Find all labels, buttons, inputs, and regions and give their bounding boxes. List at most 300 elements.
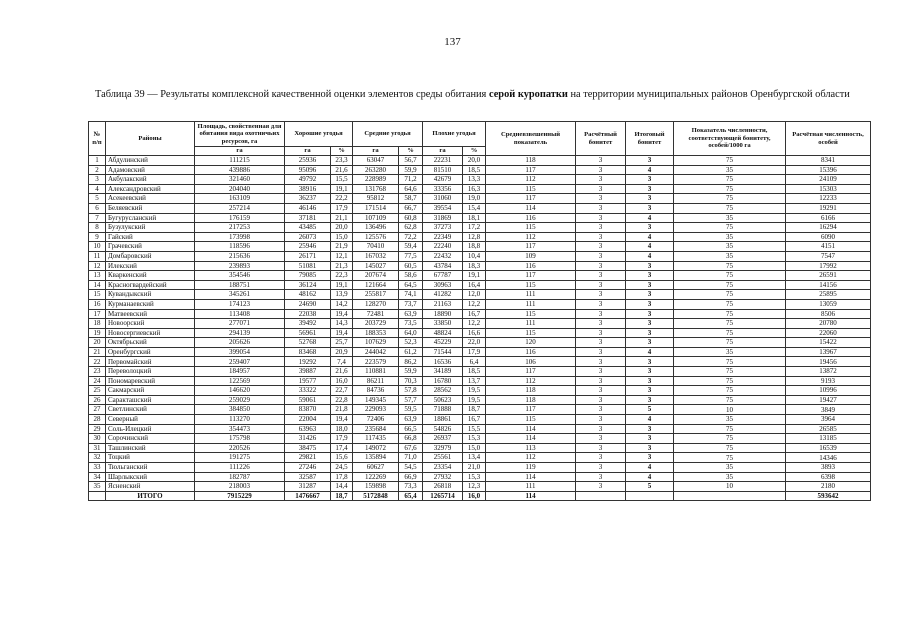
density-per-1000: 75 xyxy=(674,280,786,290)
final-bonitet: 3 xyxy=(626,290,674,300)
calc-count: 3849 xyxy=(786,405,871,415)
area-ha: 384850 xyxy=(195,405,285,415)
good-ha: 63963 xyxy=(285,424,331,434)
final-bonitet: 3 xyxy=(626,395,674,405)
bad-ha: 23354 xyxy=(423,463,463,473)
bad-ha: 32979 xyxy=(423,443,463,453)
calc-bonitet: 3 xyxy=(576,280,626,290)
calc-bonitet: 3 xyxy=(576,472,626,482)
total-number xyxy=(89,491,106,501)
good-ha: 56961 xyxy=(285,328,331,338)
final-bonitet: 4 xyxy=(626,213,674,223)
bad-pct: 6,4 xyxy=(463,357,486,367)
good-ha: 24690 xyxy=(285,299,331,309)
unit-bad-ha: га xyxy=(423,147,463,156)
final-bonitet: 3 xyxy=(626,424,674,434)
district-name: Грачевский xyxy=(106,242,195,252)
area-ha: 118596 xyxy=(195,242,285,252)
density-per-1000: 75 xyxy=(674,357,786,367)
weighted-index: 114 xyxy=(486,434,576,444)
density-per-1000: 75 xyxy=(674,386,786,396)
density-per-1000: 75 xyxy=(674,309,786,319)
final-bonitet: 3 xyxy=(626,299,674,309)
medium-ha: 110881 xyxy=(353,367,399,377)
total-bad-ha: 1265714 xyxy=(423,491,463,501)
total-good-ha: 1476667 xyxy=(285,491,331,501)
calc-bonitet: 3 xyxy=(576,463,626,473)
weighted-index: 115 xyxy=(486,280,576,290)
calc-bonitet: 3 xyxy=(576,194,626,204)
bad-pct: 16,7 xyxy=(463,309,486,319)
medium-ha: 125576 xyxy=(353,232,399,242)
weighted-index: 117 xyxy=(486,194,576,204)
medium-pct: 66,9 xyxy=(399,472,423,482)
density-per-1000: 75 xyxy=(674,299,786,309)
density-per-1000: 75 xyxy=(674,271,786,281)
table-row xyxy=(89,299,871,309)
district-name: Шарлыкский xyxy=(106,472,195,482)
table-row xyxy=(89,482,871,492)
table-row xyxy=(89,184,871,194)
bad-pct: 12,8 xyxy=(463,232,486,242)
row-number: 6 xyxy=(89,203,106,213)
medium-pct: 56,7 xyxy=(399,156,423,166)
good-pct: 24,5 xyxy=(331,463,353,473)
district-name: Бузулукский xyxy=(106,223,195,233)
calc-bonitet: 3 xyxy=(576,357,626,367)
good-pct: 19,4 xyxy=(331,415,353,425)
good-pct: 19,1 xyxy=(331,280,353,290)
row-number: 16 xyxy=(89,299,106,309)
density-per-1000: 75 xyxy=(674,453,786,463)
final-bonitet: 3 xyxy=(626,376,674,386)
district-name: Сорочинский xyxy=(106,434,195,444)
unit-good-ha: га xyxy=(285,147,331,156)
medium-ha: 95812 xyxy=(353,194,399,204)
table-row xyxy=(89,367,871,377)
medium-pct: 64,6 xyxy=(399,184,423,194)
district-name: Новосергиевский xyxy=(106,328,195,338)
district-name: Абдулинский xyxy=(106,156,195,166)
medium-ha: 171514 xyxy=(353,203,399,213)
row-number: 23 xyxy=(89,367,106,377)
calc-count: 25895 xyxy=(786,290,871,300)
good-pct: 21,1 xyxy=(331,213,353,223)
row-number: 31 xyxy=(89,443,106,453)
calc-count: 8506 xyxy=(786,309,871,319)
medium-ha: 107109 xyxy=(353,213,399,223)
good-pct: 17,9 xyxy=(331,434,353,444)
bad-ha: 43784 xyxy=(423,261,463,271)
row-number: 13 xyxy=(89,271,106,281)
medium-ha: 135894 xyxy=(353,453,399,463)
good-ha: 31287 xyxy=(285,482,331,492)
bad-ha: 27932 xyxy=(423,472,463,482)
row-number: 7 xyxy=(89,213,106,223)
weighted-index: 116 xyxy=(486,261,576,271)
area-ha: 218003 xyxy=(195,482,285,492)
good-ha: 83870 xyxy=(285,405,331,415)
table-row xyxy=(89,156,871,166)
density-per-1000: 75 xyxy=(674,223,786,233)
good-pct: 16,0 xyxy=(331,376,353,386)
table-row xyxy=(89,203,871,213)
row-number: 14 xyxy=(89,280,106,290)
weighted-index: 117 xyxy=(486,405,576,415)
medium-ha: 128270 xyxy=(353,299,399,309)
table-row xyxy=(89,165,871,175)
medium-pct: 66,8 xyxy=(399,434,423,444)
total-medium-ha: 5172848 xyxy=(353,491,399,501)
header-area: Площадь, свойственная для обитания вида охотничьих ресурсов, га xyxy=(195,122,285,147)
row-number: 18 xyxy=(89,319,106,329)
good-pct: 21,9 xyxy=(331,242,353,252)
header-medium: Средние угодья xyxy=(353,122,423,147)
unit-bad-pct: % xyxy=(463,147,486,156)
good-pct: 14,4 xyxy=(331,482,353,492)
total-calc-count: 593642 xyxy=(786,491,871,501)
area-ha: 111215 xyxy=(195,156,285,166)
bad-pct: 12,2 xyxy=(463,299,486,309)
density-per-1000: 35 xyxy=(674,213,786,223)
bad-pct: 18,5 xyxy=(463,165,486,175)
calc-count: 3893 xyxy=(786,463,871,473)
row-number: 27 xyxy=(89,405,106,415)
calc-count: 22060 xyxy=(786,328,871,338)
caption-suffix: на территории муниципальных районов Оренбургской области xyxy=(567,89,850,100)
medium-ha: 159898 xyxy=(353,482,399,492)
area-ha: 176159 xyxy=(195,213,285,223)
good-pct: 22,3 xyxy=(331,271,353,281)
final-bonitet: 5 xyxy=(626,405,674,415)
bad-pct: 18,3 xyxy=(463,261,486,271)
weighted-index: 115 xyxy=(486,223,576,233)
bad-ha: 28562 xyxy=(423,386,463,396)
medium-ha: 188353 xyxy=(353,328,399,338)
calc-bonitet: 3 xyxy=(576,184,626,194)
district-name: Ташлинский xyxy=(106,443,195,453)
bad-pct: 18,5 xyxy=(463,367,486,377)
final-bonitet: 4 xyxy=(626,347,674,357)
row-number: 12 xyxy=(89,261,106,271)
area-ha: 146620 xyxy=(195,386,285,396)
calc-count: 15303 xyxy=(786,184,871,194)
bad-pct: 10,4 xyxy=(463,251,486,261)
good-pct: 22,8 xyxy=(331,395,353,405)
density-per-1000: 35 xyxy=(674,415,786,425)
calc-bonitet: 3 xyxy=(576,482,626,492)
bad-pct: 12,2 xyxy=(463,319,486,329)
table-row xyxy=(89,319,871,329)
bad-ha: 45229 xyxy=(423,338,463,348)
district-name: Александровский xyxy=(106,184,195,194)
district-name: Матвеевский xyxy=(106,309,195,319)
calc-bonitet: 3 xyxy=(576,290,626,300)
calc-count: 7547 xyxy=(786,251,871,261)
medium-ha: 131768 xyxy=(353,184,399,194)
row-number: 15 xyxy=(89,290,106,300)
calc-count: 13872 xyxy=(786,367,871,377)
bad-pct: 17,9 xyxy=(463,347,486,357)
final-bonitet: 3 xyxy=(626,184,674,194)
final-bonitet: 3 xyxy=(626,357,674,367)
calc-bonitet: 3 xyxy=(576,165,626,175)
district-name: Красногвардейский xyxy=(106,280,195,290)
weighted-index: 112 xyxy=(486,232,576,242)
density-per-1000: 35 xyxy=(674,347,786,357)
medium-pct: 61,2 xyxy=(399,347,423,357)
calc-count: 13059 xyxy=(786,299,871,309)
final-bonitet: 3 xyxy=(626,434,674,444)
good-ha: 22004 xyxy=(285,415,331,425)
header-density: Показатель численности, соответствующей бонитету, особей/1000 га xyxy=(674,122,786,156)
district-name: Беляевский xyxy=(106,203,195,213)
good-pct: 12,1 xyxy=(331,251,353,261)
weighted-index: 112 xyxy=(486,175,576,185)
row-number: 9 xyxy=(89,232,106,242)
bad-ha: 25561 xyxy=(423,453,463,463)
good-ha: 26171 xyxy=(285,251,331,261)
district-name: Тоцкий xyxy=(106,453,195,463)
medium-ha: 72481 xyxy=(353,309,399,319)
good-ha: 32587 xyxy=(285,472,331,482)
good-pct: 19,4 xyxy=(331,309,353,319)
unit-good-pct: % xyxy=(331,147,353,156)
final-bonitet: 4 xyxy=(626,251,674,261)
calc-bonitet: 3 xyxy=(576,405,626,415)
total-bad-pct: 16,0 xyxy=(463,491,486,501)
weighted-index: 113 xyxy=(486,443,576,453)
density-per-1000: 75 xyxy=(674,424,786,434)
area-ha: 257214 xyxy=(195,203,285,213)
district-name: Ясненский xyxy=(106,482,195,492)
bad-pct: 19,0 xyxy=(463,194,486,204)
good-ha: 52768 xyxy=(285,338,331,348)
weighted-index: 112 xyxy=(486,453,576,463)
header-good: Хорошие угодья xyxy=(285,122,353,147)
good-pct: 15,5 xyxy=(331,175,353,185)
medium-ha: 223579 xyxy=(353,357,399,367)
table-row xyxy=(89,271,871,281)
area-ha: 184957 xyxy=(195,367,285,377)
table-row xyxy=(89,242,871,252)
weighted-index: 118 xyxy=(486,395,576,405)
weighted-index: 117 xyxy=(486,242,576,252)
bad-ha: 22231 xyxy=(423,156,463,166)
calc-count: 9193 xyxy=(786,376,871,386)
district-name: Сакмарский xyxy=(106,386,195,396)
weighted-index: 111 xyxy=(486,482,576,492)
caption-species: серой куропатки xyxy=(488,89,568,100)
good-ha: 36124 xyxy=(285,280,331,290)
density-per-1000: 75 xyxy=(674,194,786,204)
weighted-index: 111 xyxy=(486,319,576,329)
good-pct: 14,3 xyxy=(331,319,353,329)
calc-count: 2180 xyxy=(786,482,871,492)
medium-pct: 72,2 xyxy=(399,232,423,242)
district-name: Акбулакский xyxy=(106,175,195,185)
row-number: 22 xyxy=(89,357,106,367)
weighted-index: 117 xyxy=(486,367,576,377)
calc-count: 20780 xyxy=(786,319,871,329)
medium-pct: 64,0 xyxy=(399,328,423,338)
medium-pct: 62,8 xyxy=(399,223,423,233)
row-number: 32 xyxy=(89,453,106,463)
medium-pct: 64,5 xyxy=(399,280,423,290)
bad-ha: 31060 xyxy=(423,194,463,204)
row-number: 8 xyxy=(89,223,106,233)
medium-pct: 59,9 xyxy=(399,367,423,377)
final-bonitet: 4 xyxy=(626,472,674,482)
medium-pct: 52,3 xyxy=(399,338,423,348)
final-bonitet: 3 xyxy=(626,203,674,213)
area-ha: 205626 xyxy=(195,338,285,348)
bad-ha: 39554 xyxy=(423,203,463,213)
bad-ha: 33850 xyxy=(423,319,463,329)
row-number: 35 xyxy=(89,482,106,492)
calc-bonitet: 3 xyxy=(576,443,626,453)
area-ha: 354473 xyxy=(195,424,285,434)
district-name: Адамовский xyxy=(106,165,195,175)
final-bonitet: 3 xyxy=(626,156,674,166)
area-ha: 113408 xyxy=(195,309,285,319)
calc-bonitet: 3 xyxy=(576,395,626,405)
medium-ha: 244042 xyxy=(353,347,399,357)
calc-bonitet: 3 xyxy=(576,251,626,261)
medium-ha: 263280 xyxy=(353,165,399,175)
medium-ha: 235684 xyxy=(353,424,399,434)
density-per-1000: 35 xyxy=(674,251,786,261)
calc-bonitet: 3 xyxy=(576,271,626,281)
table-row xyxy=(89,472,871,482)
table-caption xyxy=(95,89,865,101)
header-weighted: Средневзвешенный показатель xyxy=(486,122,576,156)
table-row xyxy=(89,328,871,338)
medium-ha: 121664 xyxy=(353,280,399,290)
medium-ha: 63047 xyxy=(353,156,399,166)
final-bonitet: 3 xyxy=(626,443,674,453)
bad-ha: 33356 xyxy=(423,184,463,194)
calc-bonitet: 3 xyxy=(576,232,626,242)
table-row xyxy=(89,453,871,463)
density-per-1000: 75 xyxy=(674,443,786,453)
area-ha: 111226 xyxy=(195,463,285,473)
weighted-index: 114 xyxy=(486,424,576,434)
weighted-index: 119 xyxy=(486,463,576,473)
good-ha: 83468 xyxy=(285,347,331,357)
bad-ha: 16780 xyxy=(423,376,463,386)
district-name: Гайский xyxy=(106,232,195,242)
bad-pct: 13,7 xyxy=(463,376,486,386)
row-number: 19 xyxy=(89,328,106,338)
good-pct: 19,4 xyxy=(331,328,353,338)
weighted-index: 115 xyxy=(486,328,576,338)
district-name: Соль-Илецкий xyxy=(106,424,195,434)
bad-pct: 18,8 xyxy=(463,242,486,252)
good-ha: 95096 xyxy=(285,165,331,175)
weighted-index: 111 xyxy=(486,290,576,300)
bad-pct: 12,3 xyxy=(463,482,486,492)
bad-pct: 16,3 xyxy=(463,184,486,194)
weighted-index: 116 xyxy=(486,347,576,357)
final-bonitet: 4 xyxy=(626,232,674,242)
bad-ha: 50623 xyxy=(423,395,463,405)
medium-pct: 73,5 xyxy=(399,319,423,329)
bad-ha: 26937 xyxy=(423,434,463,444)
weighted-index: 115 xyxy=(486,415,576,425)
final-bonitet: 4 xyxy=(626,165,674,175)
table-row xyxy=(89,386,871,396)
medium-pct: 59,9 xyxy=(399,165,423,175)
table-body xyxy=(89,156,871,492)
good-pct: 21,3 xyxy=(331,261,353,271)
bad-ha: 37273 xyxy=(423,223,463,233)
bad-ha: 41282 xyxy=(423,290,463,300)
good-pct: 25,7 xyxy=(331,338,353,348)
good-ha: 25946 xyxy=(285,242,331,252)
medium-ha: 136496 xyxy=(353,223,399,233)
calc-bonitet: 3 xyxy=(576,242,626,252)
header-bad: Плохие угодья xyxy=(423,122,486,147)
table-row xyxy=(89,251,871,261)
calc-bonitet: 3 xyxy=(576,386,626,396)
area-ha: 173998 xyxy=(195,232,285,242)
bad-ha: 34189 xyxy=(423,367,463,377)
total-good-pct: 18,7 xyxy=(331,491,353,501)
header-calc-count: Расчётная численность, особей xyxy=(786,122,871,156)
medium-ha: 228989 xyxy=(353,175,399,185)
habitat-assessment-table xyxy=(88,121,871,501)
calc-bonitet: 3 xyxy=(576,299,626,309)
bad-pct: 15,4 xyxy=(463,203,486,213)
bad-pct: 16,7 xyxy=(463,415,486,425)
district-name: Первомайский xyxy=(106,357,195,367)
total-row xyxy=(89,491,871,501)
medium-ha: 70410 xyxy=(353,242,399,252)
density-per-1000: 75 xyxy=(674,434,786,444)
row-number: 21 xyxy=(89,347,106,357)
calc-bonitet: 3 xyxy=(576,309,626,319)
bad-pct: 12,0 xyxy=(463,290,486,300)
bad-pct: 19,5 xyxy=(463,395,486,405)
bad-pct: 15,0 xyxy=(463,443,486,453)
final-bonitet: 3 xyxy=(626,453,674,463)
unit-medium-pct: % xyxy=(399,147,423,156)
area-ha: 113270 xyxy=(195,415,285,425)
weighted-index: 114 xyxy=(486,472,576,482)
good-pct: 18,0 xyxy=(331,424,353,434)
total-final-bonitet xyxy=(626,491,674,501)
medium-ha: 203729 xyxy=(353,319,399,329)
header-calc-bonitet: Расчётный бонитет xyxy=(576,122,626,156)
density-per-1000: 75 xyxy=(674,184,786,194)
density-per-1000: 75 xyxy=(674,156,786,166)
final-bonitet: 3 xyxy=(626,309,674,319)
row-number: 26 xyxy=(89,395,106,405)
table-row xyxy=(89,463,871,473)
bad-ha: 71544 xyxy=(423,347,463,357)
weighted-index: 118 xyxy=(486,156,576,166)
area-ha: 294139 xyxy=(195,328,285,338)
calc-bonitet: 3 xyxy=(576,453,626,463)
density-per-1000: 75 xyxy=(674,203,786,213)
calc-count: 13967 xyxy=(786,347,871,357)
caption-prefix: Таблица 39 — Результаты комплексной качественной оценки элементов среды обитания xyxy=(95,89,489,100)
weighted-index: 115 xyxy=(486,184,576,194)
density-per-1000: 75 xyxy=(674,290,786,300)
good-ha: 38916 xyxy=(285,184,331,194)
bad-pct: 20,0 xyxy=(463,156,486,166)
